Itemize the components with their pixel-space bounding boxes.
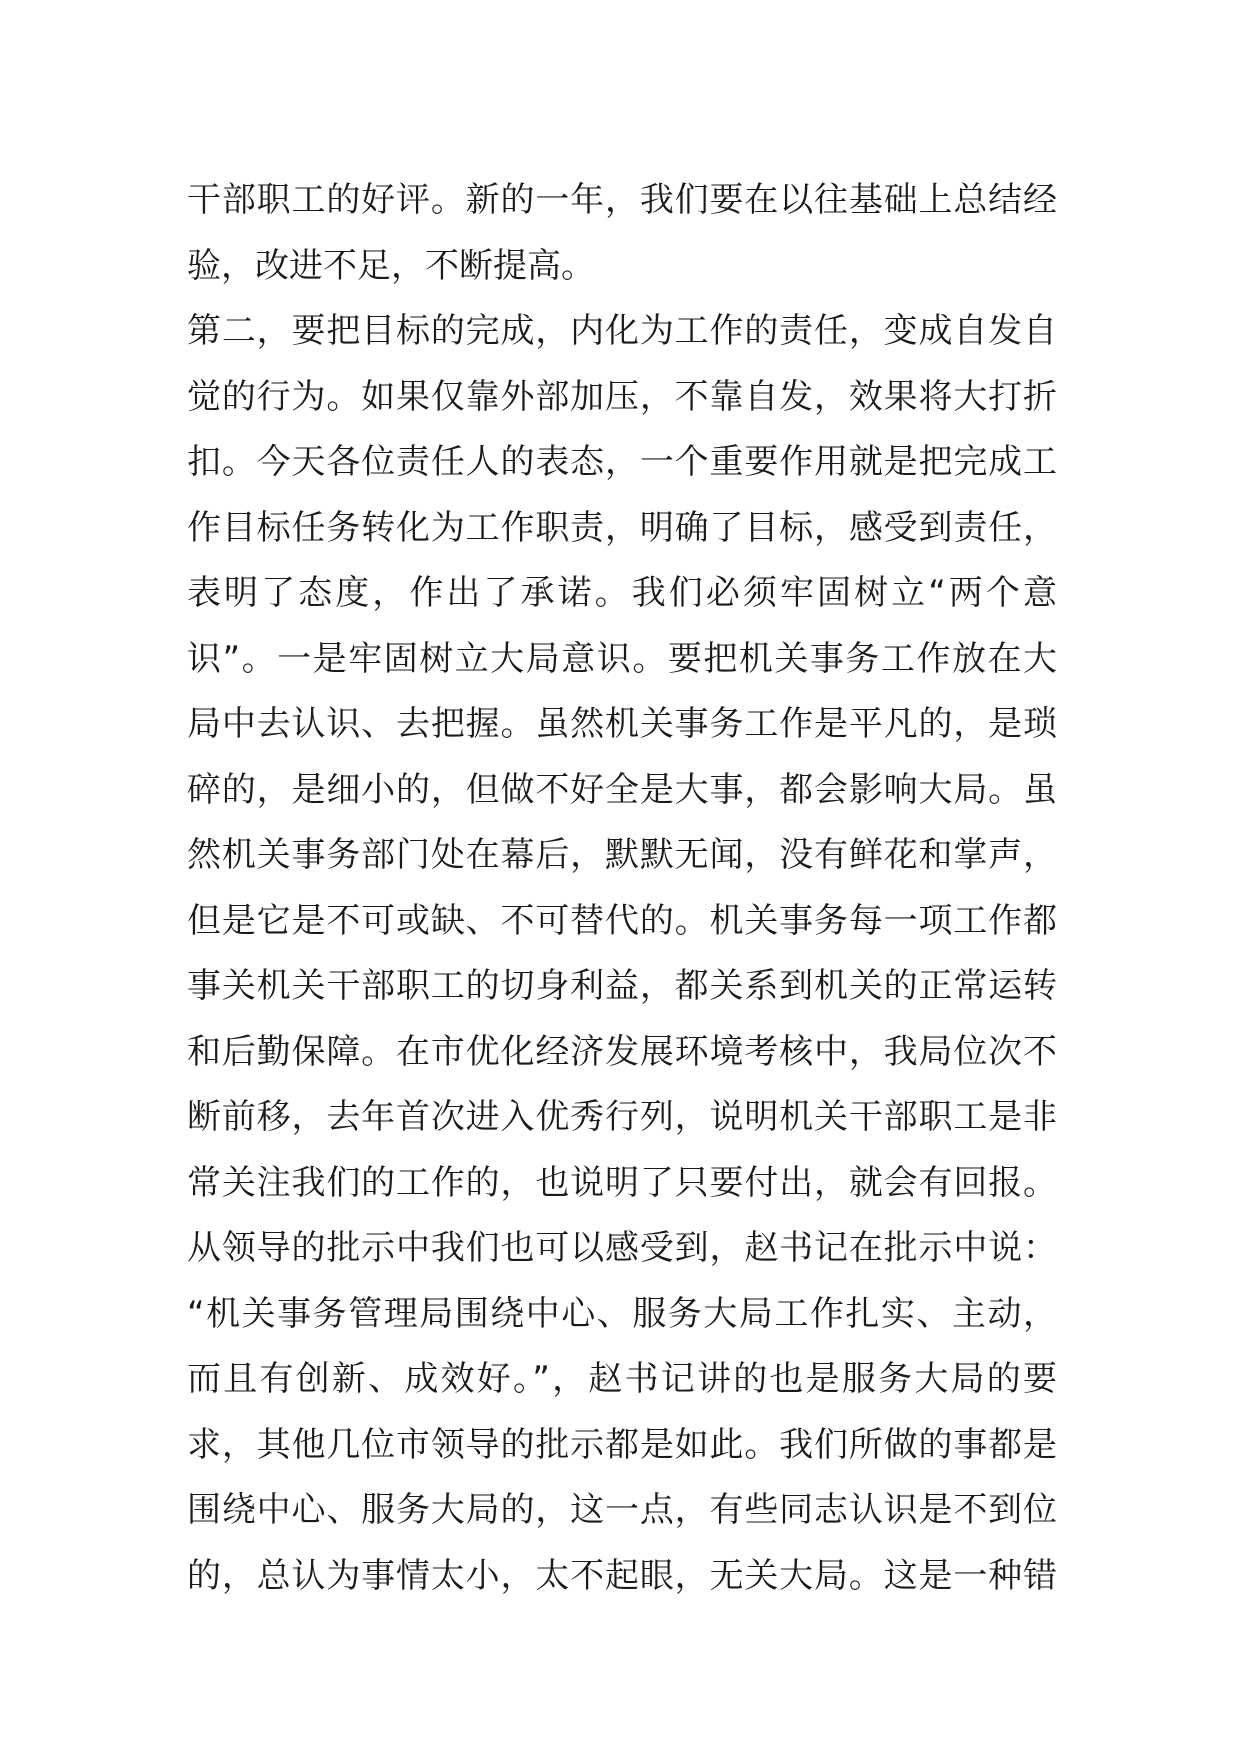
text-line: 围绕中心、服务大局的，这一点，有些同志认识是不到位 (187, 1490, 1057, 1530)
text-line: 常关注我们的工作的，也说明了只要付出，就会有回报。 (187, 1162, 1057, 1203)
text-line: “机关事务管理局围绕中心、服务大局工作扎实、主动， (187, 1293, 1057, 1334)
text-line: 断前移，去年首次进入优秀行列，说明机关干部职工是非 (187, 1097, 1057, 1137)
text-line: 扣。今天各位责任人的表态，一个重要作用就是把完成工 (187, 442, 1057, 482)
text-line: 而且有创新、成效好。”，赵书记讲的也是服务大局的要 (187, 1359, 1057, 1399)
text-line: 干部职工的好评。新的一年，我们要在以往基础上总结经 (187, 180, 1057, 220)
text-line: 作目标任务转化为工作职责，明确了目标，感受到责任， (187, 507, 1057, 548)
text-line: 但是它是不可或缺、不可替代的。机关事务每一项工作都 (187, 900, 1057, 941)
text-line: 验，改进不足，不断提高。 (187, 245, 595, 286)
text-line: 表明了态度，作出了承诺。我们必须牢固树立“两个意 (187, 573, 1057, 613)
text-line: 局中去认识、去把握。虽然机关事务工作是平凡的，是琐 (187, 704, 1057, 744)
text-line: 从领导的批示中我们也可以感受到，赵书记在批示中说： (187, 1228, 1057, 1268)
text-line: 的，总认为事情太小，太不起眼，无关大局。这是一种错 (187, 1555, 1057, 1596)
body-text (187, 168, 1057, 1609)
text-line: 识”。一是牢固树立大局意识。要把机关事务工作放在大 (187, 638, 1057, 679)
text-line: 和后勤保障。在市优化经济发展环境考核中，我局位次不 (187, 1031, 1057, 1072)
text-line: 第二，要把目标的完成，内化为工作的责任，变成自发自 (187, 311, 1057, 351)
text-line: 觉的行为。如果仅靠外部加压，不靠自发，效果将大打折 (187, 376, 1057, 417)
text-line: 碎的，是细小的，但做不好全是大事，都会影响大局。虽 (187, 769, 1057, 810)
text-line: 然机关事务部门处在幕后，默默无闻，没有鲜花和掌声， (187, 835, 1057, 875)
text-line: 事关机关干部职工的切身利益，都关系到机关的正常运转 (187, 966, 1057, 1006)
text-line: 求，其他几位市领导的批示都是如此。我们所做的事都是 (187, 1424, 1057, 1465)
